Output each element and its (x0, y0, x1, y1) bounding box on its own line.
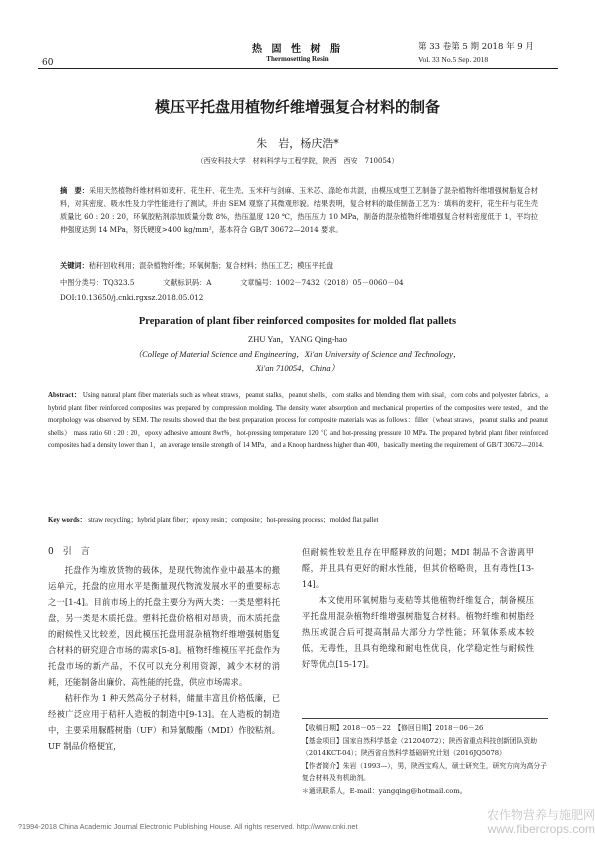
abstract-cn-text: 采用天然植物纤维材料如麦秆、花生秆、花生壳、玉米秆与剑麻、玉米芯、涤纶布共混，由模压成型工艺制备了混杂植物纤维增强树脂复合材料，对其密度、吸水性及力学性能进行了测试，并由 SEM 观察了其微观形貌。结果表明，复合材料的最佳制备工艺为：填料的麦秆，花生秆与花生壳质量比 60 : 20 : 20，环氧胶粘剂添加质量分数 8%，热压温度 120 ℃，热压压力 10 MPa，制备的混杂植物纤维增强复合材料密度低于 1，平均拉伸强度达到 14 MPa，努氏硬度>400 kg/mm²，基本符合 GB/T 30672—2014 要求。 (60, 186, 538, 234)
body-right-column (302, 544, 534, 672)
copyright-footer: ?1994-2018 China Academic Journal Electronic Publishing House. All rights reserved. http://www.cnki.net (18, 822, 358, 831)
abstract-en-text: Using natural plant fiber materials such as wheat straws，peanut stalks，peanut shells，corn stalks and blending them with sisal，corn cobs and polyester fabrics，a hybrid plant fiber reinforced composites was prepared by compression molding. The density water absorption and mechanical properties of the composites were tested，and the morphology was observed by SEM. The results showed that the best preparation process for composite materials was as follows：filler（wheat straws，peanut stalks and peanut shells） mass ratio 60 : 20 : 20，epoxy adhesive amount 8wt%，hot-pressing temperature 120 ℃ and hot-pressing pressure 10 MPa. The prepared hybrid plant fiber reinforced composites had a density lower than 1，an average tensile strength of 14 MPa，and a Knoop hardness higher than 400，basically meeting the requirement of GB/T 30672—2014. (48, 392, 548, 450)
affiliation-en (0, 347, 595, 375)
article-title-cn: 模压平托盘用植物纤维增强复合材料的制备 (154, 98, 440, 116)
section-heading-introduction: 0 引 言 (48, 547, 90, 557)
footnote-received: 【收稿日期】2018－05－22 【修回日期】2018－06－26 (302, 724, 484, 732)
keywords-cn-label: 关键词： (60, 261, 89, 270)
keywords-en-text: straw recycling；hybrid plant fiber；epoxy resin；composite；hot-pressing process；molded flat pallet (88, 517, 379, 524)
keywords-en (48, 514, 548, 524)
site-watermark: 农作物营养与施肥网 www.fibercrops.com (486, 808, 595, 836)
article-title-en: Preparation of plant fiber reinforced composites for molded flat pallets (138, 316, 457, 327)
authors-en: ZHU Yan，YANG Qing-hao (248, 334, 347, 344)
header-rule (38, 68, 558, 69)
keywords-cn (60, 260, 538, 272)
journal-title-cn: 热 固 性 树 脂 (252, 44, 343, 55)
abstract-en (48, 390, 548, 453)
intro-paragraph-2-continued: 但耐候性较差且存在甲醛释放的问题；MDI 制品不含游离甲醛，并且具有更好的耐水性能，但其价格略贵，且有毒性[13-14]。 (302, 547, 534, 589)
journal-title-en: Thermosetting Resin (266, 55, 329, 63)
footnote-author-bio: 【作者简介】朱岩（1993—），男，陕西宝鸡人，硕士研究生，研究方向为高分子复合材料及有机助剂。 (302, 761, 547, 782)
footnote-corresponding: ＊通讯联系人，E-mail：yangqing@hotmail.com。 (302, 786, 467, 795)
doi: DOI:10.13650/j.cnki.rgxsz.2018.05.012 (60, 293, 204, 302)
intro-paragraph-1: 托盘作为堆放货物的载体，是现代物流作业中最基本的搬运单元，托盘的应用水平是衡量现代物流发展水平的重要标志之一[1-4]。目前市场上的托盘主要分为两大类：一类是塑料托盘，另一类是木质托盘。塑料托盘价格相对昂贵，而木质托盘的耐候性又比较差，因此模压托盘用混杂植物纤维增强树脂复合材料的研究迎合市场的需求[5-8]。植物纤维模压平托盘作为托盘市场的新产品，不仅可以充分利用资源，减少木材的消耗，还能制备出廉价、高性能的托盘，供应市场需求。 (48, 565, 280, 687)
page-number: 60 (42, 58, 54, 68)
issue-info-cn: 第 33 卷第 5 期 2018 年 9 月 (418, 42, 534, 52)
keywords-cn-text: 秸秆回收利用；混杂植物纤维；环氧树脂；复合材料；热压工艺；模压平托盘 (88, 261, 334, 270)
footnote-block (302, 722, 548, 797)
abstract-en-label: Abstract： (48, 392, 81, 399)
abstract-cn-label: 摘 要： (60, 186, 89, 195)
footnote-fund: 【基金项目】国家自然科学基金（21204072）；陕西省重点科技创新团队资助（2014KCT-04）；陕西省自然科学基础研究计划（2016JQ5078） (302, 736, 538, 757)
affiliation-cn: （西安科技大学 材料科学与工程学院，陕西 西安 710054） (196, 157, 399, 165)
classification-line: 中图分类号：TQ323.5 文献标识码：A 文章编号：1002－7432（2018）05－0060－04 (60, 278, 404, 287)
issue-info-en: Vol. 33 No.5 Sep. 2018 (418, 55, 489, 64)
affiliation-en-line-1: （College of Material Science and Engineering，Xi'an University of Science and Technology， (133, 349, 462, 359)
keywords-en-label: Key words： (48, 517, 87, 524)
abstract-cn (60, 184, 538, 236)
affiliation-en-line-2: Xi'an 710054，China） (255, 363, 340, 373)
body-left-column (48, 544, 280, 754)
intro-paragraph-3: 本文使用环氧树脂与麦秸等其他植物纤维复合，制备模压平托盘用混杂植物纤维增强树脂复合材料。植物纤维和树脂经热压或混合后可提高制品大部分力学性能；环氧体系成本较低，无毒性，且具有绝缘和耐电性优良，化学稳定性与耐候性好等优点[15-17]。 (302, 595, 534, 669)
intro-paragraph-2: 秸秆作为 1 种天然高分子材料，储量丰富且价格低廉，已经被广泛应用于秸秆人造板的制造中[9-13]。在人造板的制造中，主要采用脲醛树脂（UF）和异氰酸酯（MDI）作胶粘剂。UF 制品价格便宜， (48, 693, 280, 751)
authors-cn: 朱 岩，杨庆浩* (256, 137, 339, 150)
footnote-rule (302, 718, 548, 719)
